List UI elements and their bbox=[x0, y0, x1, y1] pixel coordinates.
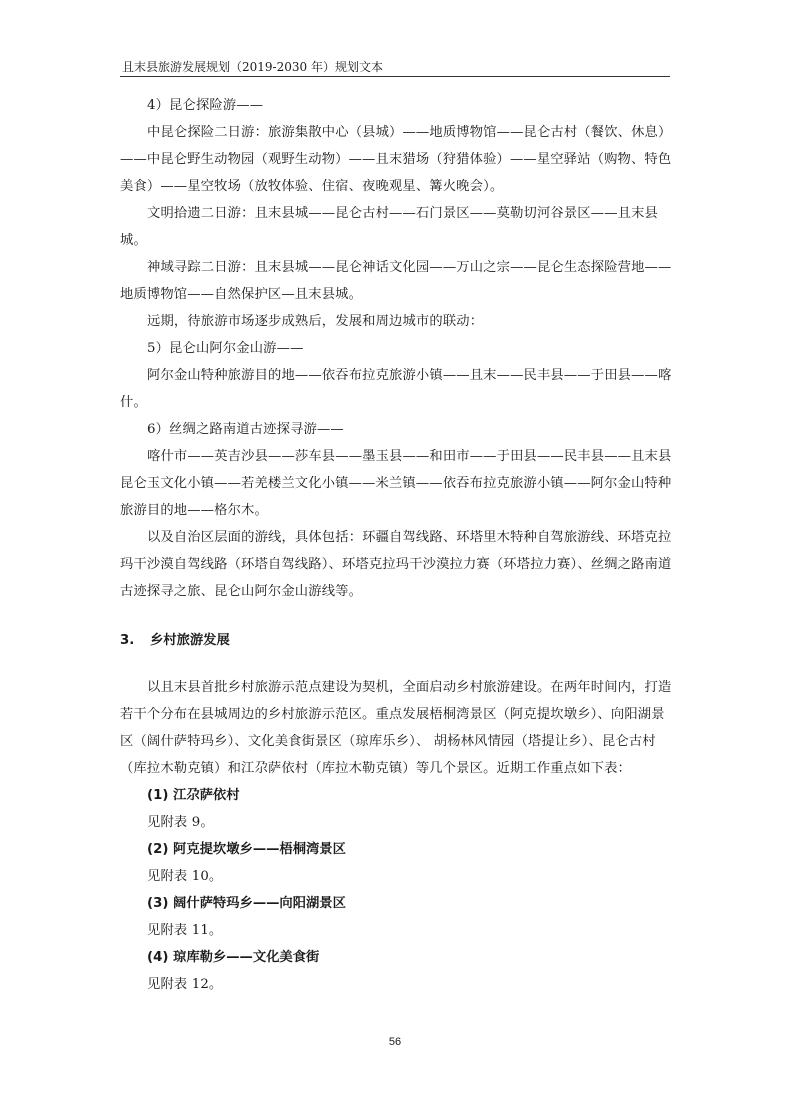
section-intro: 以且末县首批乡村旅游示范点建设为契机，全面启动乡村旅游建设。在两年时间内，打造若干个分布在县城周边的乡村旅游示范区。重点发展梧桐湾景区（阿克提坎墩乡）、向阳湖景区（阔什萨特玛乡）、文化美食街景区（琼库乐乡）、 胡杨林风情园（塔提让乡）、昆仑古村（库拉木勒克镇）和江尕萨依村（库拉木勒克镇）等几个景区。近期工作重点如下表： bbox=[120, 680, 672, 776]
paragraph: 阿尔金山特种旅游目的地——依吞布拉克旅游小镇——且末——民丰县——于田县——喀什。 bbox=[120, 368, 672, 410]
page-body bbox=[120, 92, 672, 998]
item-heading: (1) 江尕萨依村 bbox=[147, 788, 240, 803]
section-title: 乡村旅游发展 bbox=[150, 633, 230, 648]
item-text: 见附表 10。 bbox=[147, 869, 223, 884]
paragraph: 6）丝绸之路南道古迹探寻游—— bbox=[147, 422, 344, 437]
section-number: 3. bbox=[120, 633, 135, 648]
paragraph: 以及自治区层面的游线，具体包括：环疆自驾线路、环塔里木特种自驾旅游线、环塔克拉玛干沙漠自驾线路（环塔自驾线路）、环塔克拉玛干沙漠拉力赛（环塔拉力赛）、丝绸之路南道古迹探寻之旅、昆仑山阿尔金山游线等。 bbox=[120, 530, 672, 599]
paragraph: 神域寻踪二日游：且末县城——昆仑神话文化园——万山之宗——昆仑生态探险营地——地质博物馆——自然保护区—且末县城。 bbox=[120, 260, 672, 302]
section-heading bbox=[120, 627, 672, 654]
paragraph: 中昆仑探险二日游：旅游集散中心（县城）——地质博物馆——昆仑古村（餐饮、休息）——中昆仑野生动物园（观野生动物）——且末猎场（狩猎体验）——星空驿站（购物、特色美食）——星空牧场（放牧体验、住宿、夜晚观星、篝火晚会）。 bbox=[120, 125, 672, 194]
item-text: 见附表 11。 bbox=[147, 923, 223, 938]
item-heading: (2) 阿克提坎墩乡——梧桐湾景区 bbox=[147, 842, 346, 857]
item-heading: (4) 琼库勒乡——文化美食街 bbox=[147, 950, 320, 965]
paragraph: 文明拾遗二日游：且末县城——昆仑古村——石门景区——莫勒切河谷景区——且末县城。 bbox=[120, 206, 658, 248]
page-number: 56 bbox=[388, 1036, 402, 1048]
paragraph: 喀什市——英吉沙县——莎车县——墨玉县——和田市——于田县——民丰县——且末县昆仑玉文化小镇——若羌楼兰文化小镇——米兰镇——依吞布拉克旅游小镇——阿尔金山特种旅游目的地——格尔木。 bbox=[120, 449, 672, 518]
header-divider bbox=[120, 76, 670, 77]
paragraph: 4）昆仑探险游—— bbox=[147, 98, 264, 113]
item-heading: (3) 阔什萨特玛乡——向阳湖景区 bbox=[147, 896, 346, 911]
running-header: 且末县旅游发展规划（2019-2030 年）规划文本 bbox=[122, 60, 383, 74]
paragraph: 5）昆仑山阿尔金山游—— bbox=[147, 341, 304, 356]
item-text: 见附表 9。 bbox=[147, 815, 214, 830]
paragraph: 远期，待旅游市场逐步成熟后，发展和周边城市的联动： bbox=[147, 314, 484, 329]
item-text: 见附表 12。 bbox=[147, 977, 223, 992]
